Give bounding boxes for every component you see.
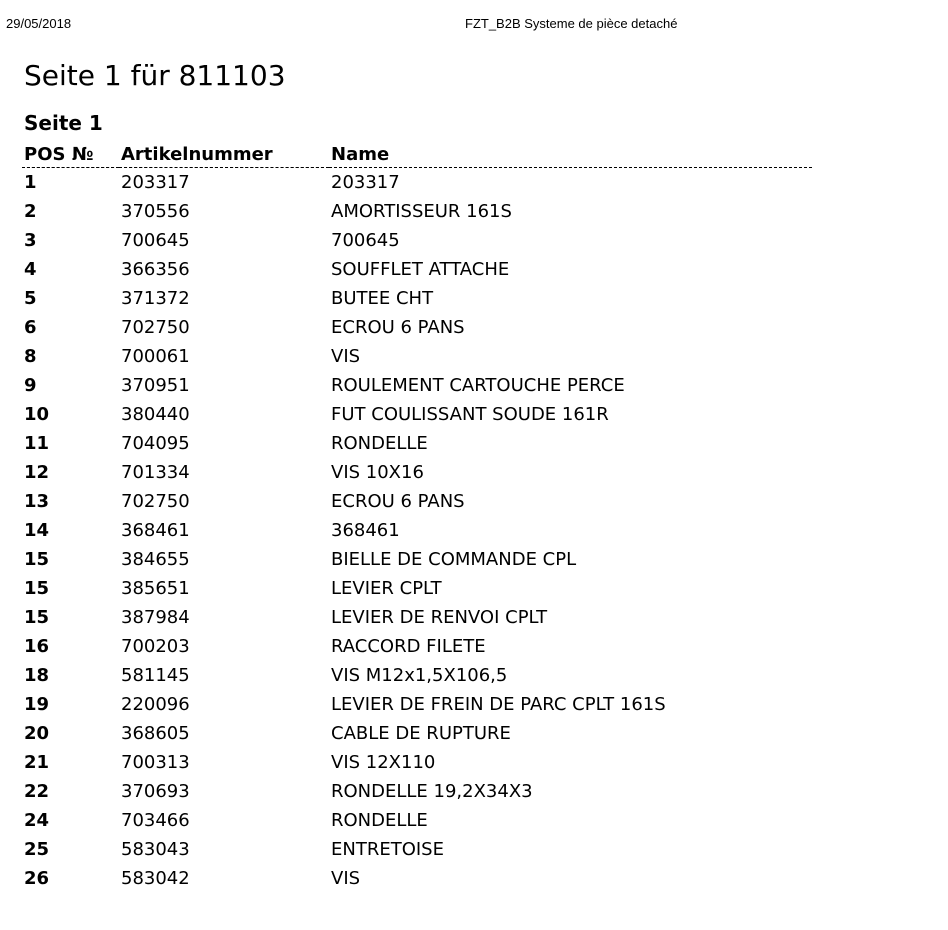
part-name-cell: ECROU 6 PANS bbox=[331, 491, 465, 512]
table-row bbox=[22, 748, 812, 777]
article-number-cell: 701334 bbox=[121, 462, 190, 483]
table-row bbox=[22, 284, 812, 313]
column-header-article-number: Artikelnummer bbox=[119, 141, 329, 168]
pos-cell: 2 bbox=[24, 201, 37, 222]
parts-table bbox=[22, 141, 812, 893]
table-row bbox=[22, 197, 812, 226]
pos-cell: 21 bbox=[24, 752, 50, 773]
table-row bbox=[22, 516, 812, 545]
article-number-cell: 368605 bbox=[121, 723, 190, 744]
pos-cell: 12 bbox=[24, 462, 50, 483]
table-row bbox=[22, 458, 812, 487]
part-name-cell: VIS 12X110 bbox=[331, 752, 436, 773]
part-name-cell: LEVIER DE FREIN DE PARC CPLT 161S bbox=[331, 694, 666, 715]
pos-cell: 8 bbox=[24, 346, 37, 367]
article-number-cell: 581145 bbox=[121, 665, 190, 686]
pos-cell: 18 bbox=[24, 665, 50, 686]
pos-cell: 24 bbox=[24, 810, 50, 831]
pos-cell: 1 bbox=[24, 172, 37, 193]
part-name-cell: ECROU 6 PANS bbox=[331, 317, 465, 338]
article-number-cell: 220096 bbox=[121, 694, 190, 715]
table-row bbox=[22, 371, 812, 400]
pos-cell: 3 bbox=[24, 230, 37, 251]
part-name-cell: VIS 10X16 bbox=[331, 462, 424, 483]
table-row bbox=[22, 400, 812, 429]
part-name-cell: ROULEMENT CARTOUCHE PERCE bbox=[331, 375, 625, 396]
article-number-cell: 700645 bbox=[121, 230, 190, 251]
section-title: Seite 1 bbox=[24, 111, 103, 135]
article-number-cell: 366356 bbox=[121, 259, 190, 280]
part-name-cell: ENTRETOISE bbox=[331, 839, 444, 860]
table-row bbox=[22, 429, 812, 458]
table-row bbox=[22, 632, 812, 661]
table-row bbox=[22, 719, 812, 748]
article-number-cell: 203317 bbox=[121, 172, 190, 193]
pos-cell: 10 bbox=[24, 404, 50, 425]
table-header-row bbox=[22, 141, 812, 168]
article-number-cell: 700061 bbox=[121, 346, 190, 367]
pos-cell: 25 bbox=[24, 839, 50, 860]
pos-cell: 6 bbox=[24, 317, 37, 338]
table-row bbox=[22, 864, 812, 893]
parts-table-body bbox=[22, 168, 812, 894]
part-name-cell: VIS M12x1,5X106,5 bbox=[331, 665, 508, 686]
table-row bbox=[22, 806, 812, 835]
table-row bbox=[22, 342, 812, 371]
pos-cell: 26 bbox=[24, 868, 50, 889]
pos-cell: 15 bbox=[24, 578, 50, 599]
print-header bbox=[0, 16, 948, 34]
pos-cell: 15 bbox=[24, 549, 50, 570]
pos-cell: 16 bbox=[24, 636, 50, 657]
pos-cell: 19 bbox=[24, 694, 50, 715]
pos-cell: 4 bbox=[24, 259, 37, 280]
table-row bbox=[22, 661, 812, 690]
table-row bbox=[22, 255, 812, 284]
article-number-cell: 703466 bbox=[121, 810, 190, 831]
part-name-cell: FUT COULISSANT SOUDE 161R bbox=[331, 404, 609, 425]
pos-cell: 5 bbox=[24, 288, 37, 309]
table-row bbox=[22, 574, 812, 603]
part-name-cell: BUTEE CHT bbox=[331, 288, 434, 309]
article-number-cell: 384655 bbox=[121, 549, 190, 570]
article-number-cell: 385651 bbox=[121, 578, 190, 599]
article-number-cell: 371372 bbox=[121, 288, 190, 309]
part-name-cell: VIS bbox=[331, 346, 361, 367]
print-title: FZT_B2B Systeme de pièce detaché bbox=[465, 16, 678, 31]
table-row bbox=[22, 487, 812, 516]
table-row bbox=[22, 313, 812, 342]
pos-cell: 15 bbox=[24, 607, 50, 628]
part-name-cell: CABLE DE RUPTURE bbox=[331, 723, 511, 744]
part-name-cell: 368461 bbox=[331, 520, 400, 541]
pos-cell: 11 bbox=[24, 433, 50, 454]
table-row bbox=[22, 777, 812, 806]
article-number-cell: 370693 bbox=[121, 781, 190, 802]
article-number-cell: 583043 bbox=[121, 839, 190, 860]
part-name-cell: LEVIER CPLT bbox=[331, 578, 442, 599]
table-row bbox=[22, 226, 812, 255]
part-name-cell: BIELLE DE COMMANDE CPL bbox=[331, 549, 577, 570]
article-number-cell: 380440 bbox=[121, 404, 190, 425]
pos-cell: 14 bbox=[24, 520, 50, 541]
article-number-cell: 370556 bbox=[121, 201, 190, 222]
part-name-cell: AMORTISSEUR 161S bbox=[331, 201, 512, 222]
table-row bbox=[22, 545, 812, 574]
print-date: 29/05/2018 bbox=[6, 16, 72, 31]
part-name-cell: VIS bbox=[331, 868, 361, 889]
article-number-cell: 702750 bbox=[121, 317, 190, 338]
article-number-cell: 702750 bbox=[121, 491, 190, 512]
article-number-cell: 700203 bbox=[121, 636, 190, 657]
part-name-cell: RONDELLE bbox=[331, 810, 428, 831]
page-title: Seite 1 für 811103 bbox=[24, 59, 286, 92]
table-row bbox=[22, 168, 812, 198]
article-number-cell: 583042 bbox=[121, 868, 190, 889]
table-row bbox=[22, 603, 812, 632]
table-row bbox=[22, 835, 812, 864]
part-name-cell: RONDELLE 19,2X34X3 bbox=[331, 781, 533, 802]
pos-cell: 9 bbox=[24, 375, 37, 396]
pos-cell: 20 bbox=[24, 723, 50, 744]
article-number-cell: 370951 bbox=[121, 375, 190, 396]
part-name-cell: RONDELLE bbox=[331, 433, 428, 454]
part-name-cell: RACCORD FILETE bbox=[331, 636, 486, 657]
part-name-cell: 203317 bbox=[331, 172, 400, 193]
article-number-cell: 387984 bbox=[121, 607, 190, 628]
pos-cell: 22 bbox=[24, 781, 50, 802]
article-number-cell: 700313 bbox=[121, 752, 190, 773]
part-name-cell: LEVIER DE RENVOI CPLT bbox=[331, 607, 548, 628]
article-number-cell: 368461 bbox=[121, 520, 190, 541]
part-name-cell: 700645 bbox=[331, 230, 400, 251]
article-number-cell: 704095 bbox=[121, 433, 190, 454]
column-header-name: Name bbox=[329, 141, 812, 168]
table-row bbox=[22, 690, 812, 719]
column-header-pos: POS № bbox=[22, 141, 119, 168]
pos-cell: 13 bbox=[24, 491, 50, 512]
part-name-cell: SOUFFLET ATTACHE bbox=[331, 259, 510, 280]
